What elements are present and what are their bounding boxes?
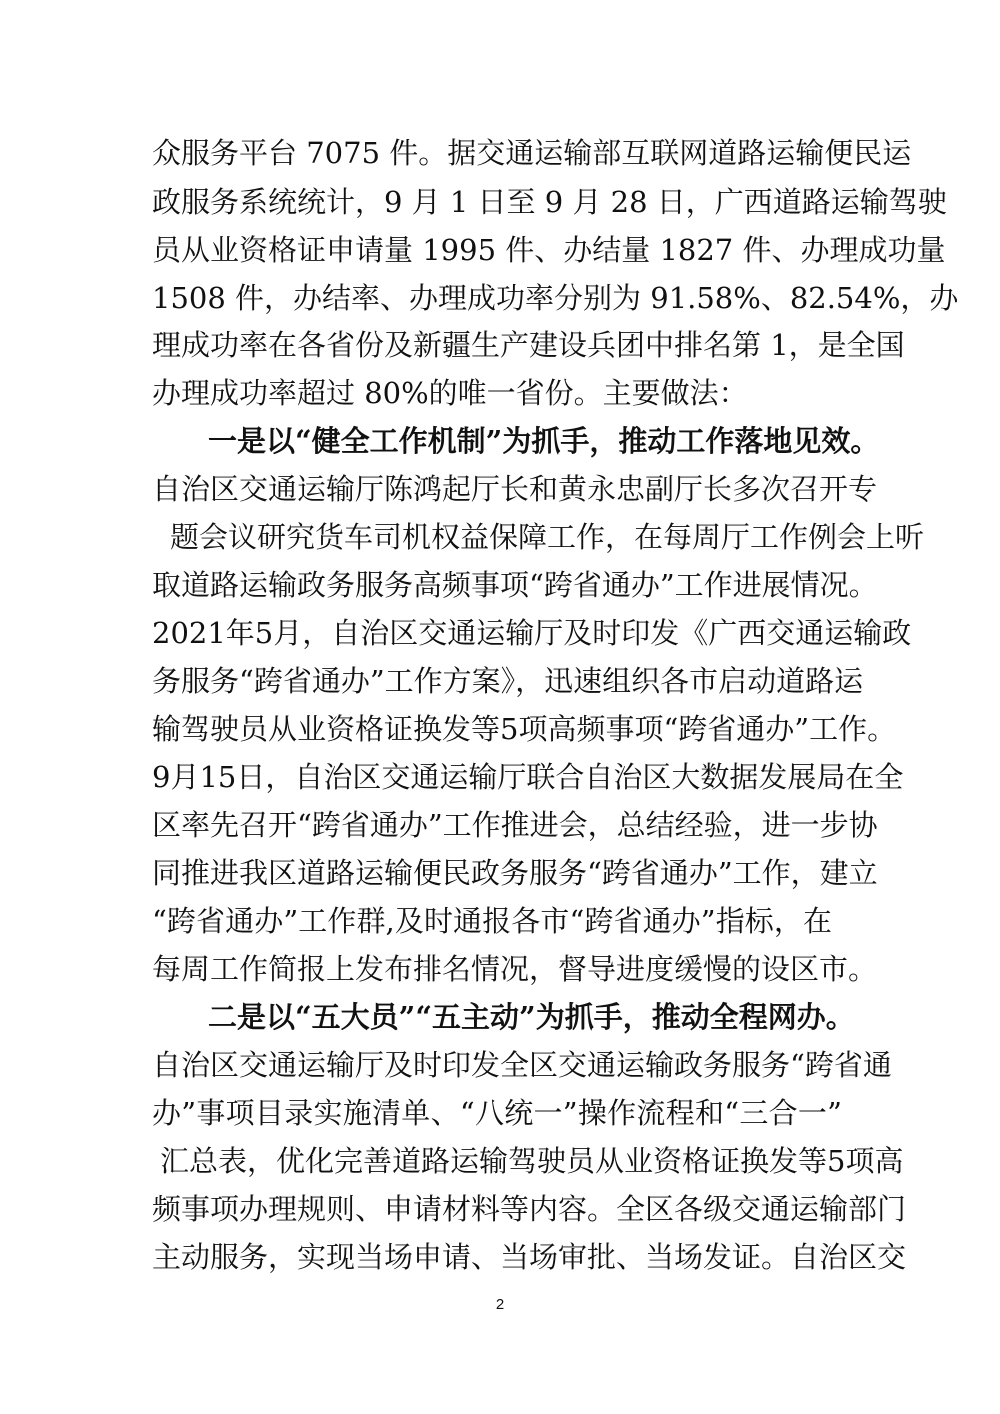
body-line: 务服务“跨省通办”工作方案》，迅速组织各市启动道路运 [152,664,864,698]
body-line: 办”事项目录实施清单、“八统一”操作流程和“三合一” [152,1096,842,1130]
body-line: 2021年5月，自治区交通运输厅及时印发《广西交通运输政 [152,616,912,650]
page-number: 2 [495,1296,505,1313]
body-line: 自治区交通运输厅陈鸿起厅长和黄永忠副厅长多次召开专 [152,472,878,506]
body-line: 1508 件，办结率、办理成功率分别为 91.58%、82.54%，办 [152,281,959,315]
body-line: 政服务系统统计，9 月 1 日至 9 月 28 日，广西道路运输驾驶 [152,185,947,219]
body-line: “跨省通办”工作群,及时通报各市“跨省通办”指标，在 [152,904,832,938]
body-line: 每周工作简报上发布排名情况，督导进度缓慢的设区市。 [152,952,878,986]
body-line: 题会议研究货车司机权益保障工作，在每周厅工作例会上听 [170,520,925,554]
body-line: 输驾驶员从业资格证换发等5项高频事项“跨省通办”工作。 [152,712,897,746]
body-line: 同推进我区道路运输便民政务服务“跨省通办”工作，建立 [152,856,878,890]
body-line: 频事项办理规则、申请材料等内容。全区各级交通运输部门 [152,1192,907,1226]
section-heading-2: 二是以“五大员”“五主动”为抓手，推动全程网办。 [208,1000,855,1034]
body-line: 汇总表，优化完善道路运输驾驶员从业资格证换发等5项高 [160,1144,904,1178]
body-line: 众服务平台 7075 件。据交通运输部互联网道路运输便民运 [152,136,912,170]
body-line: 员从业资格证申请量 1995 件、办结量 1827 件、办理成功量 [152,233,946,267]
section-heading-1: 一是以“健全工作机制”为抓手，推动工作落地见效。 [208,424,880,458]
body-line: 自治区交通运输厅及时印发全区交通运输政务服务“跨省通 [152,1048,892,1082]
body-line: 9月15日，自治区交通运输厅联合自治区大数据发展局在全 [152,760,904,794]
body-line: 区率先召开“跨省通办”工作推进会，总结经验，进一步协 [152,808,878,842]
body-line: 主动服务，实现当场申请、当场审批、当场发证。自治区交 [152,1240,907,1274]
body-line: 取道路运输政务服务高频事项“跨省通办”工作进展情况。 [152,568,878,602]
body-line: 理成功率在各省份及新疆生产建设兵团中排名第 1，是全国 [152,328,905,362]
body-line: 办理成功率超过 80%的唯一省份。主要做法： [152,376,748,410]
